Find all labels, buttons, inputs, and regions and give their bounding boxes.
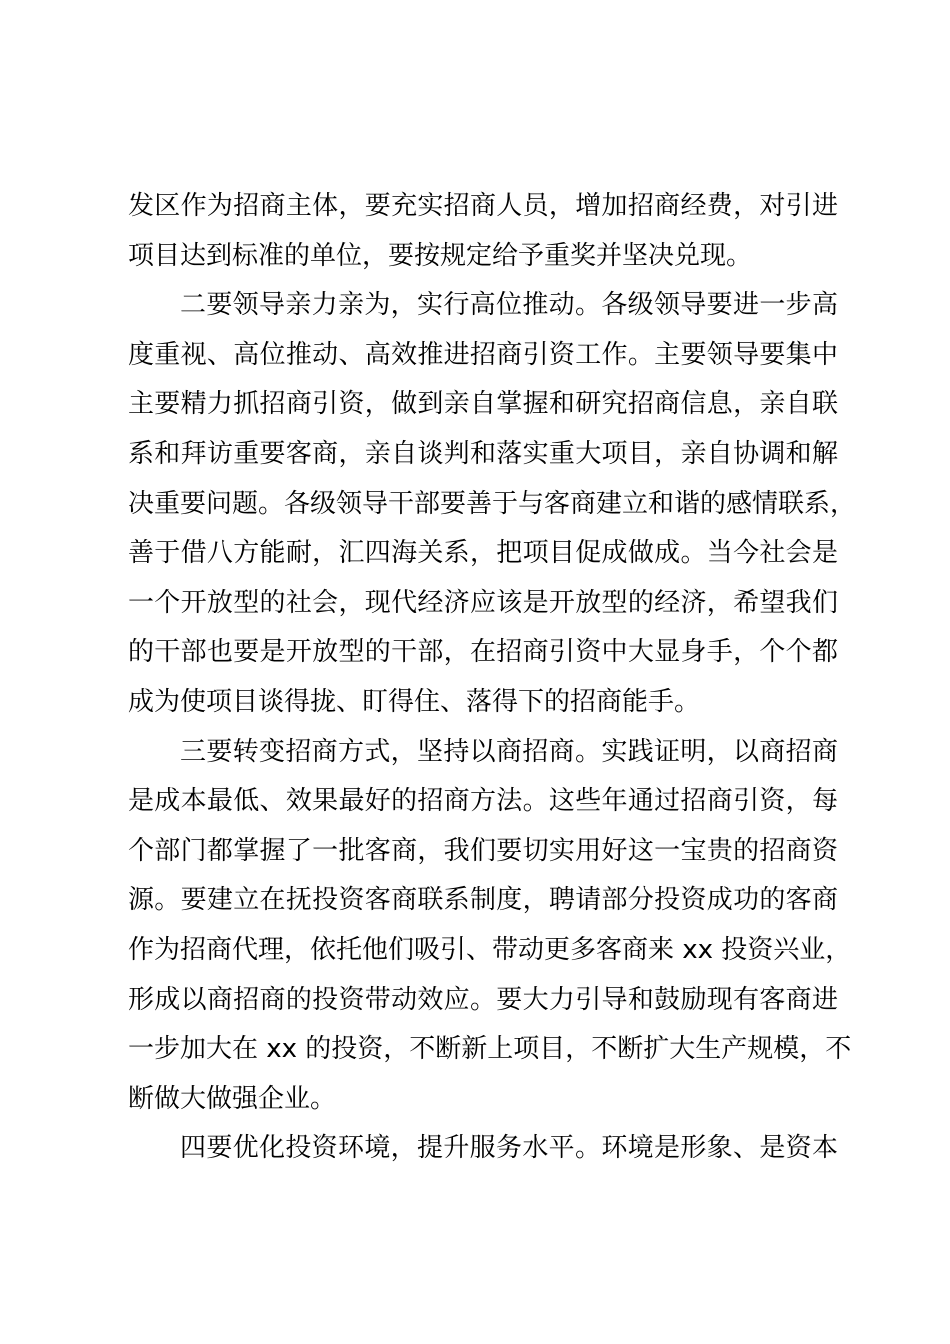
text-line: 断做大做强企业。 [128,1083,337,1114]
text-line: 度重视、高位推动、高效推进招商引资工作。主要领导要集中 [128,339,838,370]
text-line: 项目达到标准的单位，要按规定给予重奖并坚决兑现。 [128,240,753,271]
text-line: 一步加大在 xx 的投资，不断新上项目，不断扩大生产规模，不 [128,1034,852,1065]
paragraph-start-line: 三要转变招商方式，坚持以商招商。实践证明，以商招商 [180,736,838,767]
body-text [128,182,857,1174]
text-line: 源。要建立在抚投资客商联系制度，聘请部分投资成功的客商 [128,885,838,916]
paragraph-start-line: 四要优化投资环境，提升服务水平。环境是形象、是资本 [180,1133,838,1164]
text-line: 作为招商代理，依托他们吸引、带动更多客商来 xx 投资兴业， [128,934,852,965]
text-line: 个部门都掌握了一批客商，我们要切实用好这一宝贵的招商资 [128,835,838,866]
text-line: 一个开放型的社会，现代经济应该是开放型的经济，希望我们 [128,587,838,618]
text-line: 的干部也要是开放型的干部，在招商引资中大显身手，个个都 [128,637,838,668]
paragraph-start-line: 二要领导亲力亲为，实行高位推动。各级领导要进一步高 [180,290,838,321]
text-line: 发区作为招商主体，要充实招商人员，增加招商经费，对引进 [128,191,838,221]
text-line: 成为使项目谈得拢、盯得住、落得下的招商能手。 [128,686,701,717]
text-line: 主要精力抓招商引资，做到亲自掌握和研究招商信息，亲自联 [128,389,838,420]
text-line: 是成本最低、效果最好的招商方法。这些年通过招商引资，每 [128,786,838,817]
text-line: 善于借八方能耐，汇四海关系，把项目促成做成。当今社会是 [128,538,838,569]
text-line: 系和拜访重要客商，亲自谈判和落实重大项目，亲自协调和解 [128,438,838,469]
text-line: 决重要问题。各级领导干部要善于与客商建立和谐的感情联系， [128,488,857,519]
text-line: 形成以商招商的投资带动效应。要大力引导和鼓励现有客商进 [128,984,838,1015]
